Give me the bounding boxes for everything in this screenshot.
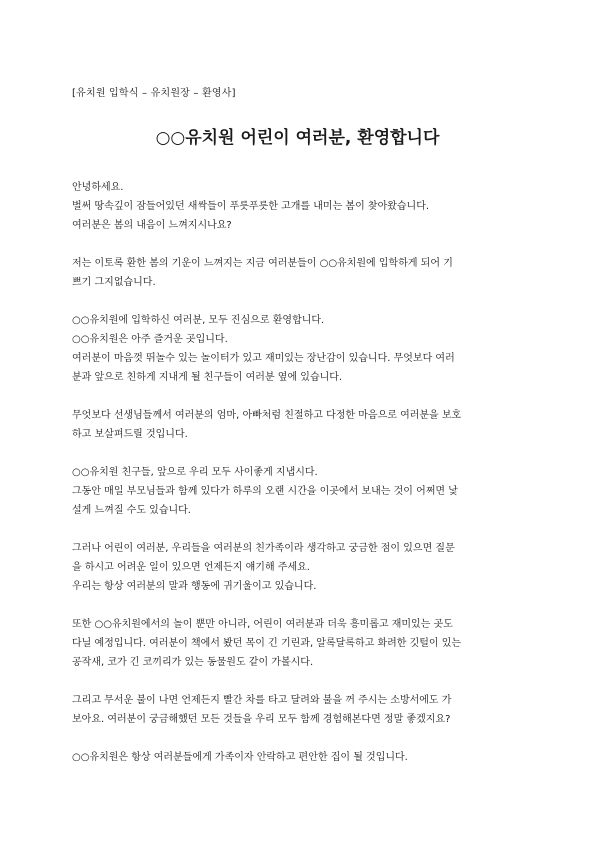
- paragraph: [72, 254, 514, 292]
- paragraph-line: 또한 ○○유치원에서의 놀이 뿐만 아니라, 어린이 여러분과 더욱 흥미롭고 재미있는 곳도: [72, 619, 453, 630]
- paragraph-line: 그리고 무서운 불이 나면 언제든지 빨간 차를 타고 달려와 불을 꺼 주시는 소방서에도 가: [72, 695, 452, 706]
- paragraph-spacer: [72, 387, 514, 406]
- paragraph-line: ○○유치원 친구들, 앞으로 우리 모두 사이좋게 지냅시다.: [72, 467, 318, 478]
- paragraph-line: 여러분이 마음껏 뛰놀수 있는 놀이터가 있고 재미있는 장난감이 있습니다. 무엇보다 여러: [72, 353, 455, 364]
- document-header-tag: [유치원 입학식 – 유치원장 – 환영사]: [72, 88, 236, 99]
- paragraph: [72, 748, 514, 767]
- paragraph-line: 분과 앞으로 친하게 지내게 될 친구들이 여러분 옆에 있습니다.: [72, 372, 343, 383]
- paragraph-line: 쁘기 그지없습니다.: [72, 277, 156, 288]
- paragraph-line: 벌써 땅속깊이 잠들어있던 새싹들이 푸릇푸릇한 고개를 내미는 봄이 찾아왔습니다.: [72, 201, 430, 212]
- paragraph-spacer: [72, 672, 514, 691]
- paragraph-line: 하고 보살펴드릴 것입니다.: [72, 429, 188, 440]
- paragraph-line: 보아요. 여러분이 궁금해했던 모든 것들을 우리 모두 함께 경험해본다면 정말 좋겠지요?: [72, 714, 451, 725]
- paragraph-spacer: [72, 235, 514, 254]
- paragraph: [72, 311, 514, 387]
- paragraph: [72, 406, 514, 444]
- paragraph-line: 무엇보다 선생님들께서 여러분의 엄마, 아빠처럼 친절하고 다정한 마음으로 여러분을 보호: [72, 410, 462, 421]
- paragraph-line: 우리는 항상 여러분의 말과 행동에 귀기울이고 있습니다.: [72, 581, 317, 592]
- paragraph-line: 그동안 매일 부모님들과 함께 있다가 하루의 오랜 시간을 이곳에서 보내는 것이 어쩌면 낯: [72, 486, 458, 497]
- paragraph: [72, 178, 514, 235]
- paragraph-spacer: [72, 520, 514, 539]
- paragraph-spacer: [72, 596, 514, 615]
- paragraph-line: 다닐 예정입니다. 여러분이 책에서 봤던 목이 긴 기린과, 알록달록하고 화려한 깃털이 있는: [72, 638, 462, 649]
- paragraph: [72, 463, 514, 520]
- paragraph-line: 공작새, 코가 긴 코끼리가 있는 동물원도 같이 가볼시다.: [72, 657, 314, 668]
- paragraph: [72, 539, 514, 596]
- paragraph-line: ○○유치원은 항상 여러분들에게 가족이자 안락하고 편안한 집이 될 것입니다.: [72, 752, 408, 763]
- paragraph: [72, 691, 514, 729]
- paragraph-spacer: [72, 444, 514, 463]
- paragraph-spacer: [72, 729, 514, 748]
- document-title: ○○유치원 어린이 여러분, 환영합니다: [155, 128, 440, 148]
- document-body: [72, 178, 514, 767]
- paragraph-line: 을 하시고 어려운 일이 있으면 언제든지 얘기해 주세요.: [72, 562, 310, 573]
- paragraph-line: 그러나 어린이 여러분, 우리들을 여러분의 친가족이라 생각하고 궁금한 점이 있으면 질문: [72, 543, 455, 554]
- paragraph-line: ○○유치원은 아주 즐거운 곳입니다.: [72, 334, 228, 345]
- paragraph: [72, 615, 514, 672]
- paragraph-line: 안녕하세요.: [72, 182, 124, 193]
- paragraph-line: ○○유치원에 입학하신 여러분, 모두 진심으로 환영합니다.: [72, 315, 325, 326]
- paragraph-line: 설게 느껴질 수도 있습니다.: [72, 505, 191, 516]
- paragraph-line: 저는 이토록 환한 봄의 기운이 느껴지는 지금 여러분들이 ○○유치원에 입학하게 되어 기: [72, 258, 453, 269]
- paragraph-spacer: [72, 292, 514, 311]
- paragraph-line: 여러분은 봄의 내음이 느껴지시나요?: [72, 220, 232, 231]
